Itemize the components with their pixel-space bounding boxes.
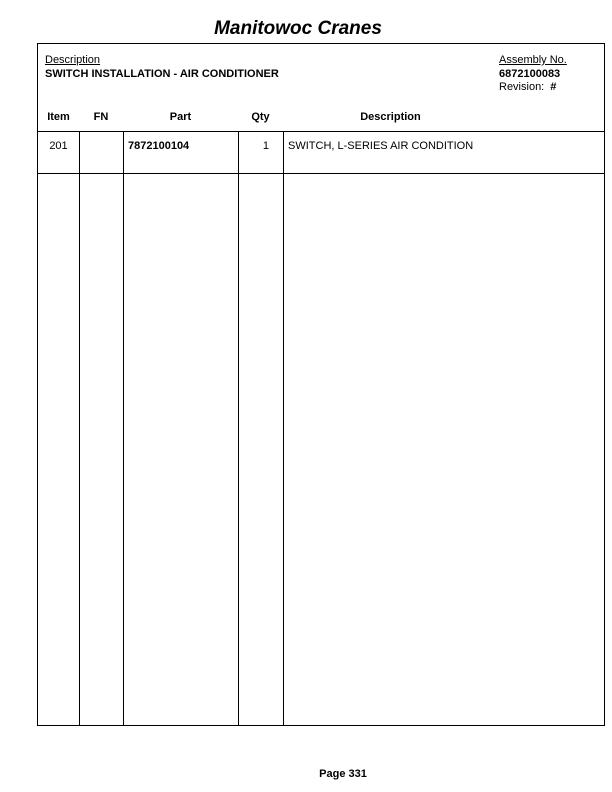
column-header-description: Description <box>360 111 421 123</box>
revision-line <box>499 81 556 93</box>
row-item: 201 <box>49 140 68 152</box>
page-title: Manitowoc Cranes <box>214 18 382 39</box>
column-divider <box>283 131 284 725</box>
row-qty: 1 <box>262 140 269 152</box>
row-description: SWITCH, L-SERIES AIR CONDITION <box>288 140 474 152</box>
column-divider <box>238 131 239 725</box>
assembly-number-label: Assembly No. <box>499 54 567 66</box>
revision-value: # <box>550 81 557 93</box>
parts-list-frame <box>37 43 605 726</box>
column-header-fn: FN <box>93 111 109 123</box>
page-number: Page 331 <box>319 768 367 780</box>
column-divider <box>123 131 124 725</box>
description-label: Description <box>45 54 101 66</box>
column-divider <box>79 131 80 725</box>
column-header-item: Item <box>47 111 70 123</box>
column-header-qty: Qty <box>251 111 270 123</box>
row-part-number: 7872100104 <box>128 140 190 152</box>
column-header-part: Part <box>169 111 192 123</box>
revision-label: Revision: <box>499 81 545 93</box>
assembly-number: 6872100083 <box>499 68 561 80</box>
assembly-description: SWITCH INSTALLATION - AIR CONDITIONER <box>45 68 279 80</box>
